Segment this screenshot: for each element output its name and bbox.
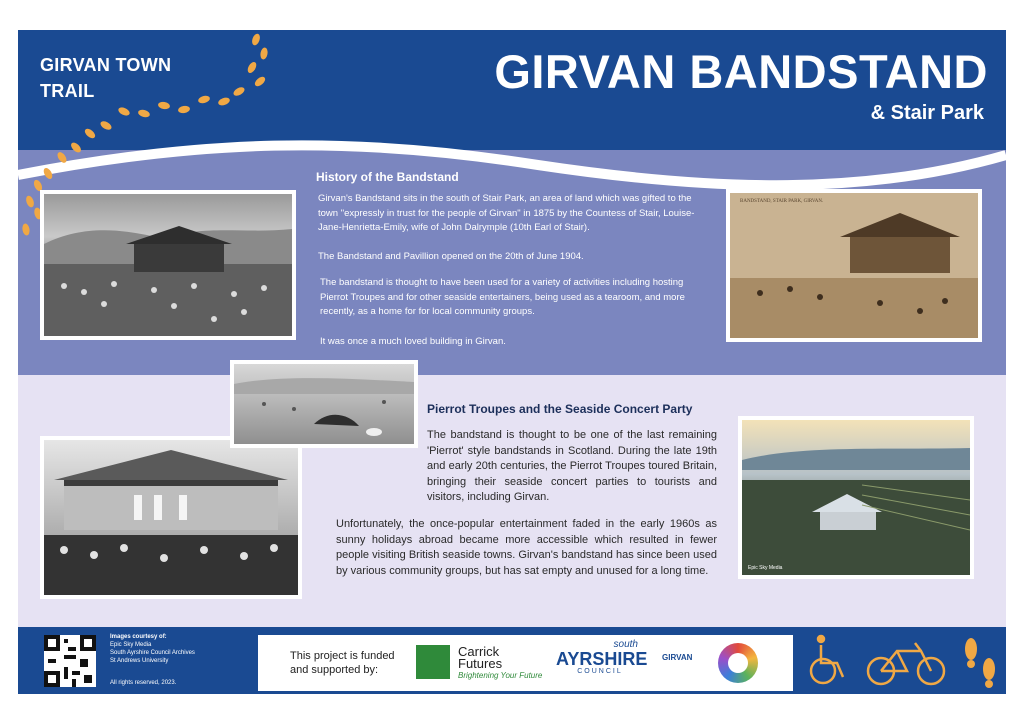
wheelchair-icon	[811, 636, 843, 683]
bicycle-icon	[868, 643, 944, 684]
historic-bandstand-photo	[40, 190, 296, 340]
page-subtitle: & Stair Park	[870, 102, 984, 124]
history-heading: History of the Bandstand	[316, 170, 459, 184]
girvan-logo: GIRVAN	[662, 653, 693, 662]
carrick-futures-logo: Carrick Futures Brightening Your Future	[416, 645, 544, 683]
footprints-icon	[965, 638, 995, 688]
funding-text: This project is funded and supported by:	[290, 650, 395, 676]
history-paragraph-1: Girvan's Bandstand sits in the south of Stair Park, an area of land which was gifted to the town "expressly in trust for the people of Girvan" in 1875 by the Countess of Stair, Louise-Jane-Henrietta-Emily, wife of John Dalrymple (10th Earl of Stair).	[318, 193, 695, 233]
info-board	[18, 30, 1006, 694]
pierrot-troupe-photo	[40, 436, 302, 599]
aerial-bandstand-photo	[738, 416, 974, 579]
pierrot-paragraph-2: Unfortunately, the once-popular entertainment faded in the early 1960s as sunny holidays abroad became more accessible which resulted in fewer people visiting British seaside towns. Girvan's bandstand has since been used by various community groups, but has sat empty and unused for a long time.	[336, 518, 717, 577]
history-paragraph-2: The Bandstand and Pavillion opened on the 20th of June 1904.	[318, 251, 584, 262]
photo-credit: Epic Sky Media	[748, 565, 783, 571]
history-paragraph-3: The bandstand is thought to have been used for a variety of activities including hosting Pierrot Troupes and for other seaside entertainers, being used as a tearoom, and more recently, as a home for for local community groups.	[320, 277, 685, 317]
qr-code[interactable]	[44, 635, 96, 687]
page-title: GIRVAN BANDSTAND	[494, 45, 988, 98]
footer-band	[18, 627, 1006, 694]
south-ayrshire-council-logo: south AYRSHIRE COUNCIL	[556, 639, 648, 675]
pierrot-paragraph-1: The bandstand is thought to be one of the last remaining 'Pierrot' style bandstands in Scotland. During the late 19th and early 20th centuries, the Pierrot Troupes toured Britain, bringing their seaside concert parties to tourists and visitors, including Girvan.	[427, 429, 717, 503]
history-paragraph-4: It was once a much loved building in Girvan.	[320, 336, 506, 347]
postcard-caption: BANDSTAND, STAIR PARK, GIRVAN.	[740, 199, 824, 204]
beach-photo	[230, 360, 418, 448]
community-logo	[718, 643, 758, 683]
accessibility-icons	[803, 631, 1003, 691]
image-credits: Images courtesy of: Epic Sky Media South Ayrshire Council Archives St Andrews University All rights reserved, 2023.	[110, 634, 195, 686]
sponsor-panel	[258, 635, 793, 691]
town-trail-label: GIRVAN TOWN TRAIL	[40, 55, 172, 101]
pierrot-heading: Pierrot Troupes and the Seaside Concert Party	[427, 402, 693, 416]
bandstand-postcard-photo	[726, 189, 982, 342]
